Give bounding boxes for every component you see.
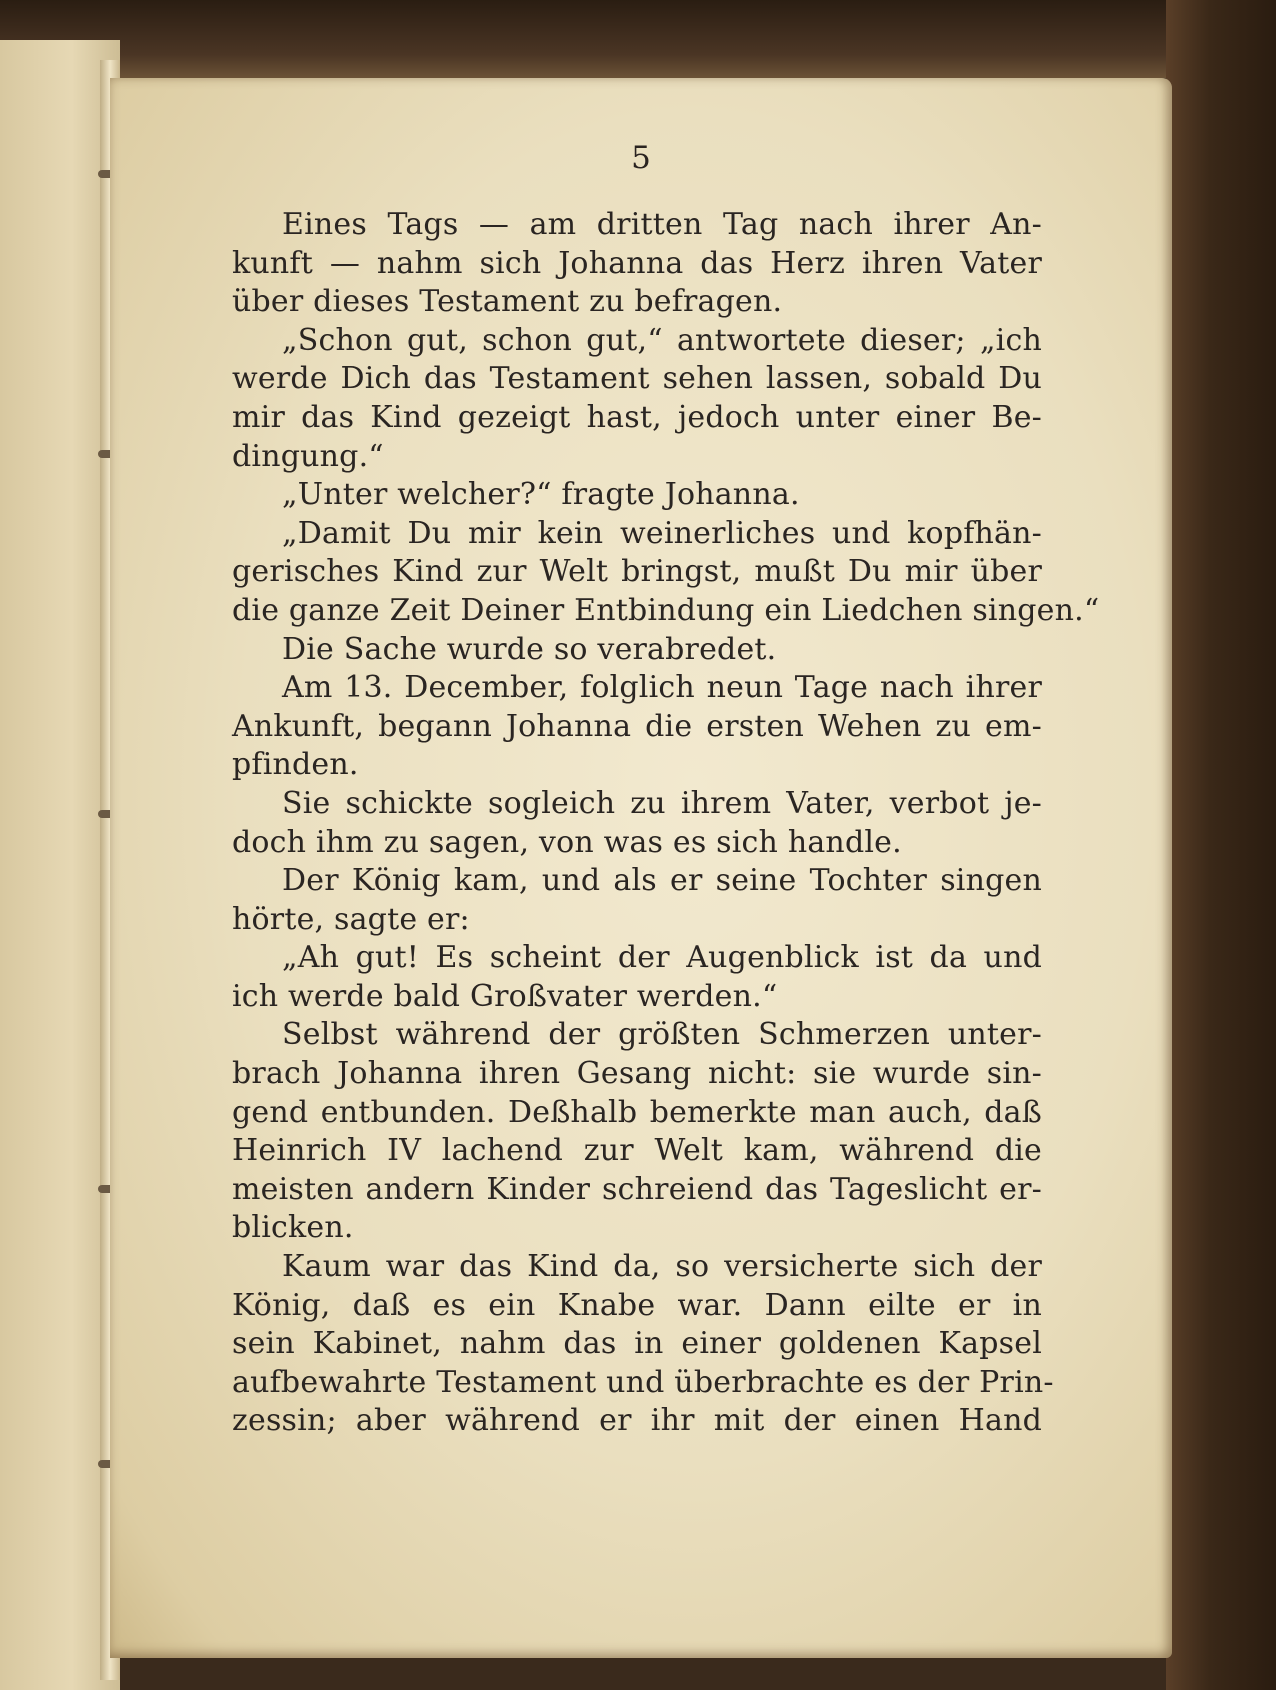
text-line: Am 13. December, folglich neun Tage nach ihrer bbox=[282, 670, 1042, 706]
text-line: pfinden. bbox=[232, 747, 359, 783]
text-line: König, daß es ein Knabe war. Dann eilte er in bbox=[232, 1287, 1042, 1323]
text-line: „Schon gut, schon gut,“ antwortete dieser; „ich bbox=[282, 322, 1042, 358]
text-line: kunft — nahm sich Johanna das Herz ihren Vater bbox=[232, 245, 1042, 281]
text-line: sein Kabinet, nahm das in einer goldenen Kapsel bbox=[232, 1326, 1042, 1362]
text-line: die ganze Zeit Deiner Entbindung ein Liedchen singen.“ bbox=[232, 592, 1100, 628]
book-cover-top bbox=[0, 0, 1276, 78]
text-line: gerisches Kind zur Welt bringst, mußt Du mir über bbox=[232, 554, 1042, 590]
text-line: „Unter welcher?“ fragte Johanna. bbox=[282, 477, 800, 513]
text-line: Selbst während der größten Schmerzen unter- bbox=[282, 1017, 1042, 1053]
text-line: meisten andern Kinder schreiend das Tageslicht er- bbox=[232, 1171, 1042, 1207]
text-line: Heinrich IV lachend zur Welt kam, während die bbox=[232, 1133, 1042, 1169]
text-line: doch ihm zu sagen, von was es sich handle. bbox=[232, 824, 902, 860]
text-line: Kaum war das Kind da, so versicherte sich der bbox=[282, 1249, 1042, 1285]
page-text-block bbox=[232, 206, 1100, 1441]
text-line: brach Johanna ihren Gesang nicht: sie wurde sin- bbox=[232, 1056, 1042, 1092]
text-line: aufbewahrte Testament und überbrachte es der Prin- bbox=[232, 1364, 1054, 1400]
text-line: Eines Tags — am dritten Tag nach ihrer An- bbox=[282, 207, 1042, 242]
text-line: Der König kam, und als er seine Tochter singen bbox=[282, 863, 1042, 899]
text-line: Die Sache wurde so verabredet. bbox=[282, 631, 777, 667]
text-line: ich werde bald Großvater werden.“ bbox=[232, 978, 778, 1014]
text-line: zessin; aber während er ihr mit der einen Hand bbox=[232, 1403, 1042, 1439]
text-line: hörte, sagte er: bbox=[232, 901, 470, 937]
text-line: Ankunft, begann Johanna die ersten Wehen zu em- bbox=[232, 708, 1042, 744]
book-page bbox=[110, 78, 1172, 1658]
text-line: blicken. bbox=[232, 1210, 354, 1246]
text-line: „Damit Du mir kein weinerliches und kopfhän- bbox=[282, 515, 1042, 551]
book-cover-right bbox=[1166, 0, 1276, 1690]
page-number: 5 bbox=[631, 140, 651, 176]
text-line: dingung.“ bbox=[232, 438, 384, 474]
text-line: über dieses Testament zu befragen. bbox=[232, 284, 783, 320]
text-line: gend entbunden. Deßhalb bemerkte man auch, daß bbox=[232, 1094, 1042, 1130]
text-line: „Ah gut! Es scheint der Augenblick ist da und bbox=[282, 940, 1042, 976]
text-line: werde Dich das Testament sehen lassen, sobald Du bbox=[232, 361, 1042, 397]
text-line: mir das Kind gezeigt hast, jedoch unter einer Be- bbox=[232, 399, 1042, 435]
text-line: Sie schickte sogleich zu ihrem Vater, verbot je- bbox=[282, 785, 1042, 821]
